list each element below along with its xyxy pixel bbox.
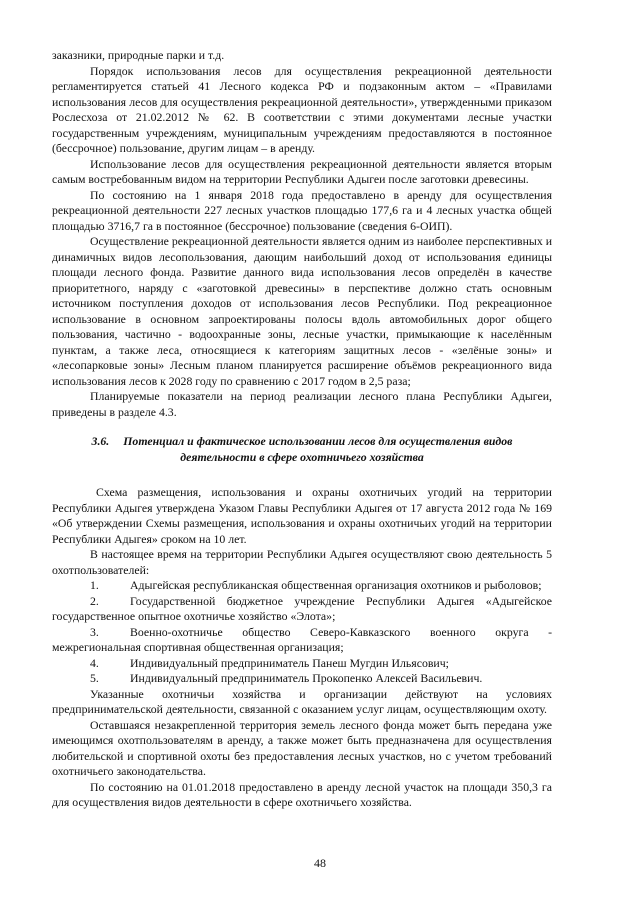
users-list bbox=[52, 578, 552, 687]
section-heading bbox=[52, 434, 552, 465]
list-item bbox=[52, 656, 552, 672]
list-item-number: 4. bbox=[90, 655, 99, 670]
list-item-number: 1. bbox=[90, 578, 99, 592]
paragraph-planned-indicators: Планируемые показатели на период реализации лесного плана Республики Адыгеи, приведены в разделе 4.3. bbox=[52, 389, 552, 419]
list-item-text: Индивидуальный предприниматель Прокопенко Алексей Васильевич. bbox=[130, 671, 483, 685]
section-title: Потенциал и фактическое использовании лесов для осуществления видов деятельности в сфере охотничьего хозяйства bbox=[123, 434, 513, 464]
list-item-text: Военно-охотничье общество Северо-Кавказского военного округа - межрегиональная спортивная общественная организация; bbox=[52, 624, 552, 654]
page-number: 48 bbox=[314, 856, 326, 870]
list-item-text: Индивидуальный предприниматель Панеш Мугдин Ильясович; bbox=[130, 655, 449, 670]
paragraph-users-intro: В настоящее время на территории Республики Адыгея осуществляют свою деятельность 5 охотпользователей: bbox=[52, 547, 552, 577]
intro-line: заказники, природные парки и т.д. bbox=[52, 48, 225, 62]
list-item-text: Адыгейская республиканская общественная организация охотников и рыболовов; bbox=[130, 578, 542, 592]
list-item-number: 3. bbox=[90, 624, 99, 639]
section-number: 3.6. bbox=[91, 434, 110, 448]
paragraph-recreation-rank: Использование лесов для осуществления рекреационной деятельности является вторым самым востребованным видом на территории Республики Адыгеи после заготовки древесины. bbox=[52, 156, 552, 186]
paragraph-lease-status: По состоянию на 01.01.2018 предоставлено в аренду лесной участок на площади 350,3 га для осуществления видов деятельности в сфере охотничьего хозяйства. bbox=[52, 779, 552, 809]
paragraph-hunting-conditions: Указанные охотничьи хозяйства и организации действуют на условиях предпринимательской деятельности, связанной с оказанием услуг лицам, осуществляющим охоту. bbox=[52, 686, 552, 716]
list-item-number: 2. bbox=[90, 593, 99, 608]
paragraph-unassigned-territory: Оставшаяся незакрепленной территория земель лесного фонда может быть передана уже имеющимся охотпользователям в аренду, а также может быть предназначена для осуществления любительской и спортивной охоты без предоставления лесных участков, но с учетом требований охотничьего законодательства. bbox=[52, 717, 552, 778]
list-item bbox=[52, 578, 552, 594]
paragraph-recreation-rules: Порядок использования лесов для осуществления рекреационной деятельности регламентируется статьей 41 Лесного кодекса РФ и подзаконным актом – «Правилами использования лесов для осуществления рекреационной деятельности», утвержденными приказом Рослесхоза от 21.02.2012 № 62. В соответствии с этими документами лесные участки государственным учреждениям, муниципальным учреждениям предоставляются в постоянное (бессрочное) пользование, другим лицам – в аренду. bbox=[52, 63, 552, 155]
list-item-number: 5. bbox=[90, 671, 99, 685]
list-item bbox=[52, 594, 552, 625]
paragraph-recreation-prospects: Осуществление рекреационной деятельности является одним из наиболее перспективных и динамичных видов лесопользования, дающим наибольший доход от использования единицы площади лесного фонда. Развитие данного вида использования лесов определён в качестве приоритетного, наряду с «заготовкой древесины» в перспективе должно стать основным источником поступления доходов от использования лесов Республики. Под рекреационное использование в основном запроектированы полосы вдоль автомобильных дорог общего пользования, частично - водоохранные зоны, лесные участки, примыкающие к населённым пунктам, а также леса, относящиеся к категориям защитных лесов - «зелёные зоны» и «лесопарковые зоны» Лесным планом планируется расширение объёмов рекреационного вида использования лесов к 2028 году по сравнению с 2017 годом в 2,5 раза; bbox=[52, 234, 553, 388]
list-item bbox=[52, 625, 552, 656]
paragraph-recreation-stats: По состоянию на 1 января 2018 года предоставлено в аренду для осуществления рекреационной деятельности 227 лесных участков площадью 177,6 га и 4 лесных участка общей площадью 3716,7 га в постоянное (бессрочное) пользование (сведения 6-ОИП). bbox=[52, 187, 552, 233]
document-page bbox=[52, 48, 552, 811]
list-item bbox=[52, 671, 552, 687]
list-item-text: Государственной бюджетное учреждение Республики Адыгея «Адыгейское государственное опытное охотничье хозяйство «Элота»; bbox=[52, 593, 552, 623]
paragraph-scheme: Схема размещения, использования и охраны охотничьих угодий на территории Республики Адыгея утверждена Указом Главы Республики Адыгея от 17 августа 2012 года № 169 «Об утверждении Схемы размещения, использования и охраны охотничьих угодий на территории Республики Адыгея» сроком на 10 лет. bbox=[52, 485, 552, 546]
